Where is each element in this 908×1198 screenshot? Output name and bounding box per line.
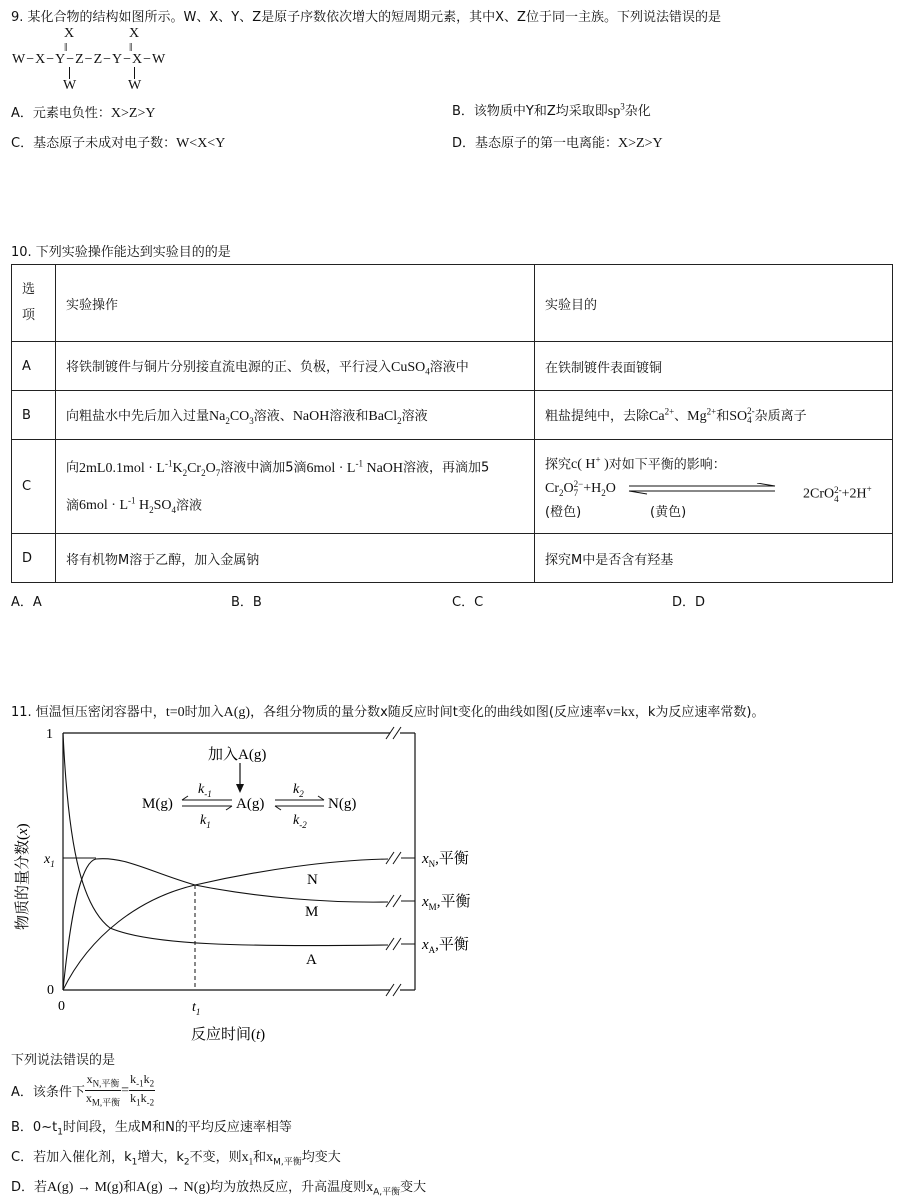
axis-break-marks bbox=[386, 727, 415, 996]
row-d-option: D bbox=[12, 534, 56, 583]
q11-option-c: C．若加入催化剂，$k_1$增大，$k_2$不变，则$x_1$和$x_{M,平衡}$均变大 bbox=[11, 1150, 341, 1168]
label-xn-eq: $x_N$,平衡 bbox=[422, 851, 469, 869]
header-goal: 实验目的 bbox=[535, 265, 893, 342]
row-a-option: A bbox=[12, 342, 56, 391]
q10-choice-b: B．B bbox=[231, 595, 262, 610]
structure-double-bond-1: ‖ bbox=[64, 40, 68, 54]
row-c-goal-line1: 探究c( H+ )对如下平衡的影响： bbox=[545, 454, 726, 473]
species-n: N(g) bbox=[328, 796, 357, 812]
row-b-operation: 向粗盐水中先后加入过量$Na_2CO_3$溶液、NaOH溶液和BaCl$_2$溶液 bbox=[56, 391, 535, 440]
x-tick-0: 0 bbox=[58, 999, 65, 1014]
q10-choice-d: D．D bbox=[672, 595, 706, 610]
table-header-row bbox=[12, 265, 893, 342]
q10-choice-a: A．A bbox=[11, 595, 42, 610]
y-tick-1: 1 bbox=[46, 727, 53, 742]
header-option: 选 项 bbox=[12, 265, 56, 342]
table-row-b bbox=[12, 391, 893, 440]
q9-stem: 9. 某化合物的结构如图所示。W、X、Y、Z是原子序数依次增大的短周期元素，其中X、Z位于同一主族。下列说法错误的是 bbox=[11, 10, 721, 25]
row-c-operation-line1: 向$2mL0.1mol \cdot L^{-1}K_2Cr_2O_7$溶液中滴加5滴$6mol \cdot L^{-1}$ NaOH溶液，再滴加5 bbox=[66, 458, 490, 478]
rate-k2: $k_2$ bbox=[293, 782, 304, 799]
curve-a bbox=[63, 733, 388, 946]
table-row-a bbox=[12, 342, 893, 391]
row-c-goal-colors: (橙色) (黄色) bbox=[545, 505, 687, 521]
q10-choice-c: C．C bbox=[452, 595, 484, 610]
table-row-c bbox=[12, 440, 893, 534]
row-c-operation bbox=[56, 440, 535, 534]
row-a-operation: 将铁制镀件与铜片分别接直流电源的正、负极，平行浸入CuSO$_4$溶液中 bbox=[56, 342, 535, 391]
label-n: N bbox=[307, 872, 318, 888]
header-operation: 实验操作 bbox=[56, 265, 535, 342]
structure-top-x2: X bbox=[129, 26, 140, 41]
q11-stem: 11. 恒温恒压密闭容器中，t=0时加入A(g)，各组分物质的量分数x随反应时间t变化的曲线如图(反应速率v=kx，k为反应速率常数)。 bbox=[11, 705, 765, 720]
y-tick-x1: $x_1$ bbox=[44, 852, 55, 869]
q11-option-b: B．$0\sim t_1$时间段，生成M和N的平均反应速率相等 bbox=[11, 1120, 292, 1138]
q11-option-a: A．该条件下 $\frac{x_{N,平衡}}{x_{M,平衡}}$ = $\frac{k_{-1}k_2}{k_1k_{-2}}$ bbox=[11, 1072, 155, 1108]
label-xm-eq: $x_M$,平衡 bbox=[422, 894, 471, 912]
rate-k1: $k_1$ bbox=[200, 813, 211, 830]
add-a-label: 加入A(g) bbox=[208, 747, 267, 763]
q9-option-a: A．元素电负性：X>Z>Y bbox=[11, 106, 156, 121]
rate-k-minus2: $k_{-2}$ bbox=[293, 813, 307, 830]
structure-double-bond-2: ‖ bbox=[129, 40, 133, 54]
structure-top-x1: X bbox=[64, 26, 75, 41]
q10-stem: 10. 下列实验操作能达到实验目的的是 bbox=[11, 245, 231, 260]
row-c-goal-equation: $Cr_2O$ 2− 7 $+H_2O$ 2CrO 2- 4 +2H+ bbox=[545, 479, 872, 504]
row-b-option: B bbox=[12, 391, 56, 440]
row-b-goal: 粗盐提纯中，去除$Ca^{2+}$、$Mg^{2+}$和SO 2- 4 杂质离子 bbox=[535, 391, 893, 440]
row-d-goal: 探究M中是否含有羟基 bbox=[535, 534, 893, 583]
q11-sub-stem: 下列说法错误的是 bbox=[11, 1053, 116, 1068]
q11-option-d: D．若A(g) → M(g)和A(g) → N(g)均为放热反应，升高温度则$x_{A,平衡}$变大 bbox=[11, 1180, 427, 1198]
species-a: A(g) bbox=[236, 796, 265, 812]
q9-option-c: C．基态原子未成对电子数：W<X<Y bbox=[11, 136, 226, 151]
y-tick-0: 0 bbox=[47, 983, 54, 998]
row-a-goal: 在铁制镀件表面镀铜 bbox=[535, 342, 893, 391]
x-axis-label: 反应时间(t) bbox=[191, 1027, 266, 1043]
experiment-table bbox=[11, 264, 893, 583]
label-xa-eq: $x_A$,平衡 bbox=[422, 937, 469, 955]
q9-option-b: B．该物质中Y和Z均采取即$sp^3$杂化 bbox=[452, 101, 651, 119]
structure-bottom-w1: W bbox=[63, 78, 77, 93]
q9-option-d: D．基态原子的第一电离能：X>Z>Y bbox=[452, 136, 663, 151]
curve-n bbox=[63, 859, 388, 990]
row-d-operation: 将有机物M溶于乙醇，加入金属钠 bbox=[56, 534, 535, 583]
equilibrium-arrow-icon bbox=[627, 483, 777, 495]
rate-k-minus1: $k_{-1}$ bbox=[198, 782, 212, 799]
row-c-option: C bbox=[12, 440, 56, 534]
row-c-goal bbox=[535, 440, 893, 534]
row-c-operation-line2: 滴$6mol \cdot L^{-1}$ $H_2SO_4$溶液 bbox=[66, 495, 203, 515]
mole-fraction-chart bbox=[0, 720, 520, 1050]
y-axis-label: 物质的量分数(x) bbox=[15, 823, 31, 930]
fraction-x-ratio: $\frac{x_{N,平衡}}{x_{M,平衡}}$ bbox=[85, 1072, 121, 1108]
structure-chain: W−X−Y−Z−Z−Y−X−W bbox=[12, 52, 167, 67]
table-row-d bbox=[12, 534, 893, 583]
structure-bottom-w2: W bbox=[128, 78, 142, 93]
add-arrow-head-icon bbox=[236, 784, 244, 793]
x-tick-t1: $t_1$ bbox=[192, 1000, 201, 1017]
label-m: M bbox=[305, 904, 319, 920]
species-m: M(g) bbox=[142, 796, 173, 812]
label-a: A bbox=[306, 952, 317, 968]
fraction-k-ratio: $\frac{k_{-1}k_2}{k_1k_{-2}}$ bbox=[130, 1072, 155, 1108]
